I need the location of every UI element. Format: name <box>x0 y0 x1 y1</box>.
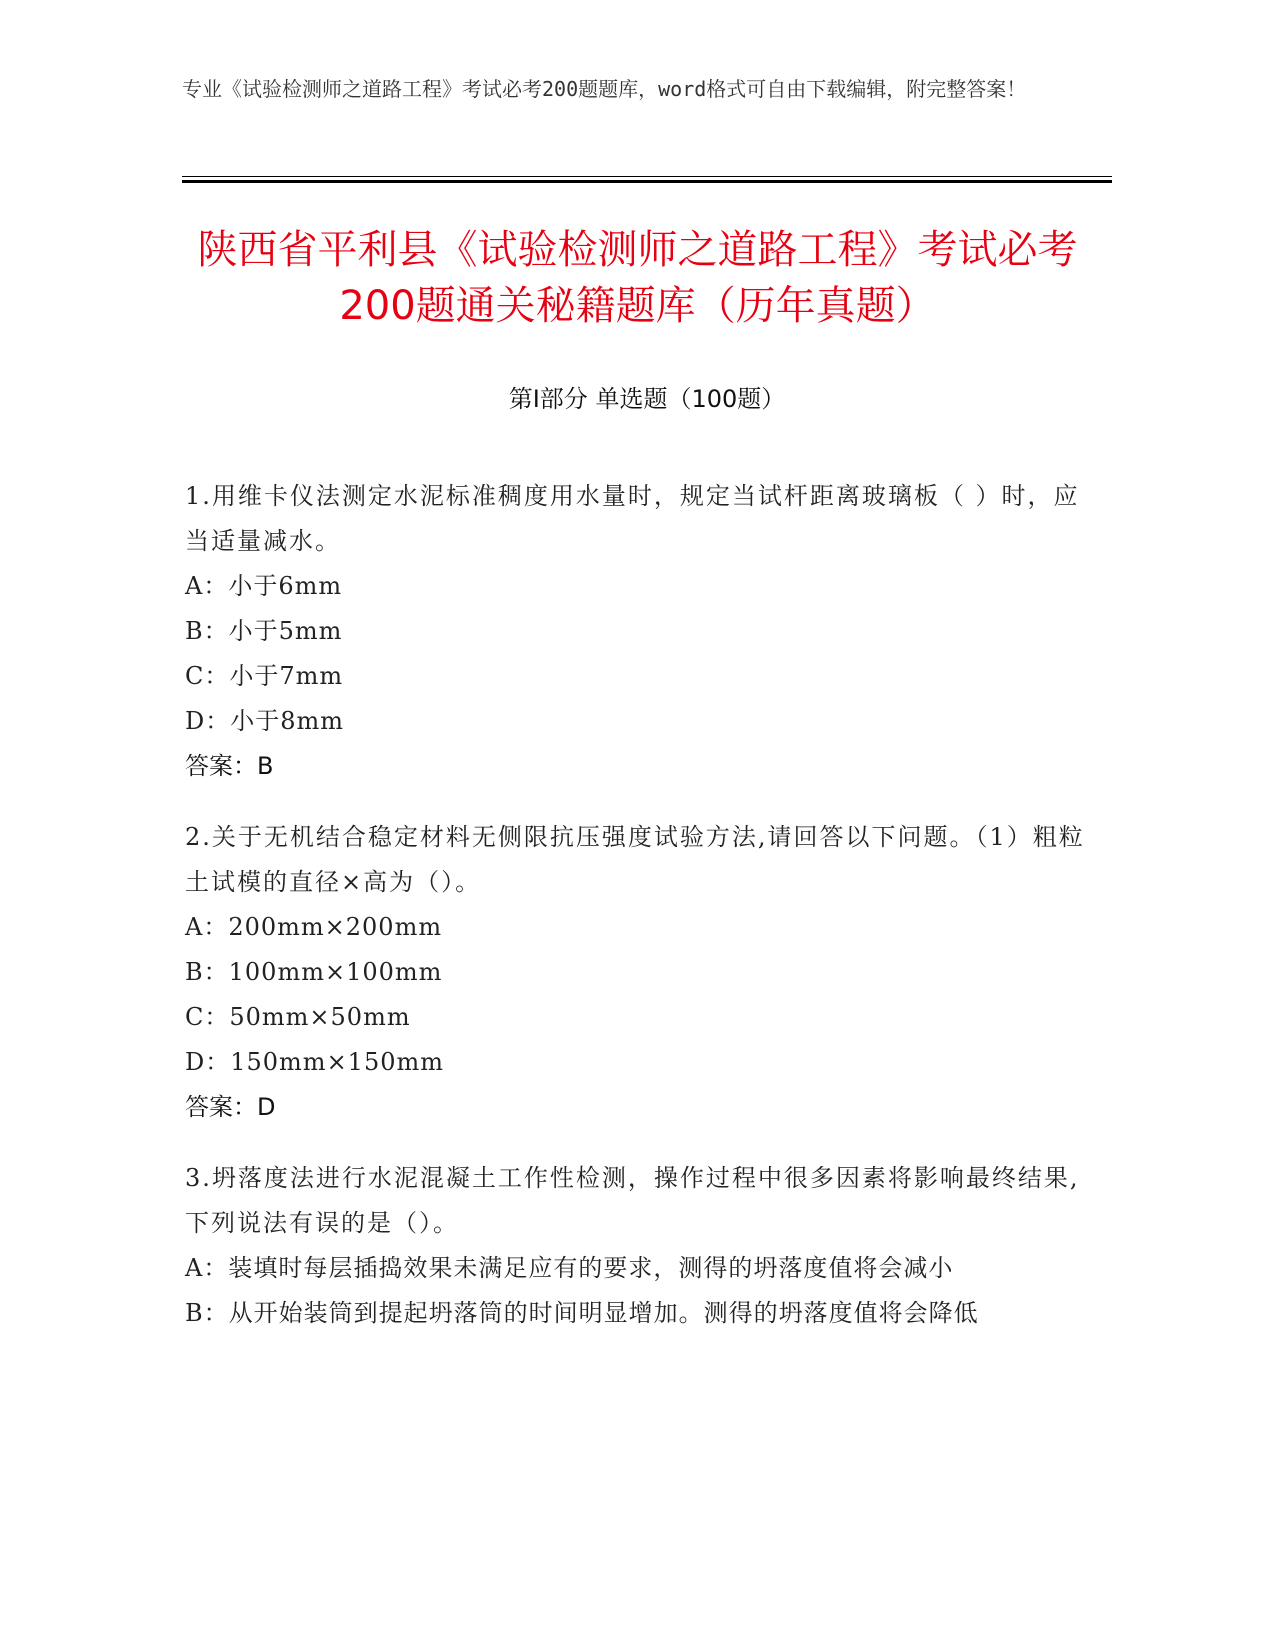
option-c: C：50mm×50mm <box>185 1003 411 1031</box>
question-2 <box>185 815 1085 1130</box>
section-title: 第I部分 单选题（100题） <box>508 385 786 413</box>
option-d: D：小于8mm <box>185 707 345 735</box>
question-stem: 1.用维卡仪法测定水泥标准稠度用水量时，规定当试杆距离玻璃板（ ）时，应当适量减水。 <box>185 482 1080 555</box>
option-b: B：从开始装筒到提起坍落筒的时间明显增加。测得的坍落度值将会降低 <box>185 1299 979 1327</box>
option-a: A：200mm×200mm <box>185 913 443 941</box>
header-note: 专业《试验检测师之道路工程》考试必考200题题库，word格式可自由下载编辑，附完整答案！ <box>182 77 1027 101</box>
option-b: B：小于5mm <box>185 617 343 645</box>
document-title: 陕西省平利县《试验检测师之道路工程》考试必考200题通关秘籍题库（历年真题） <box>197 227 1078 329</box>
header-divider-thick <box>182 180 1112 183</box>
answer: 答案：D <box>185 1093 276 1121</box>
option-a: A：装填时每层插捣效果未满足应有的要求，测得的坍落度值将会减小 <box>185 1254 954 1282</box>
question-stem: 3.坍落度法进行水泥混凝土工作性检测，操作过程中很多因素将影响最终结果,下列说法有误的是（）。 <box>185 1164 1080 1237</box>
question-3 <box>185 1156 1085 1336</box>
option-c: C：小于7mm <box>185 662 344 690</box>
header-divider-thin <box>182 176 1112 177</box>
option-a: A：小于6mm <box>185 572 343 600</box>
question-1 <box>185 474 1085 789</box>
option-b: B：100mm×100mm <box>185 958 443 986</box>
option-d: D：150mm×150mm <box>185 1048 444 1076</box>
question-list <box>185 474 1085 1362</box>
answer: 答案：B <box>185 752 274 780</box>
question-stem: 2.关于无机结合稳定材料无侧限抗压强度试验方法,请回答以下问题。（1）粗粒土试模的直径×高为（）。 <box>185 823 1085 896</box>
